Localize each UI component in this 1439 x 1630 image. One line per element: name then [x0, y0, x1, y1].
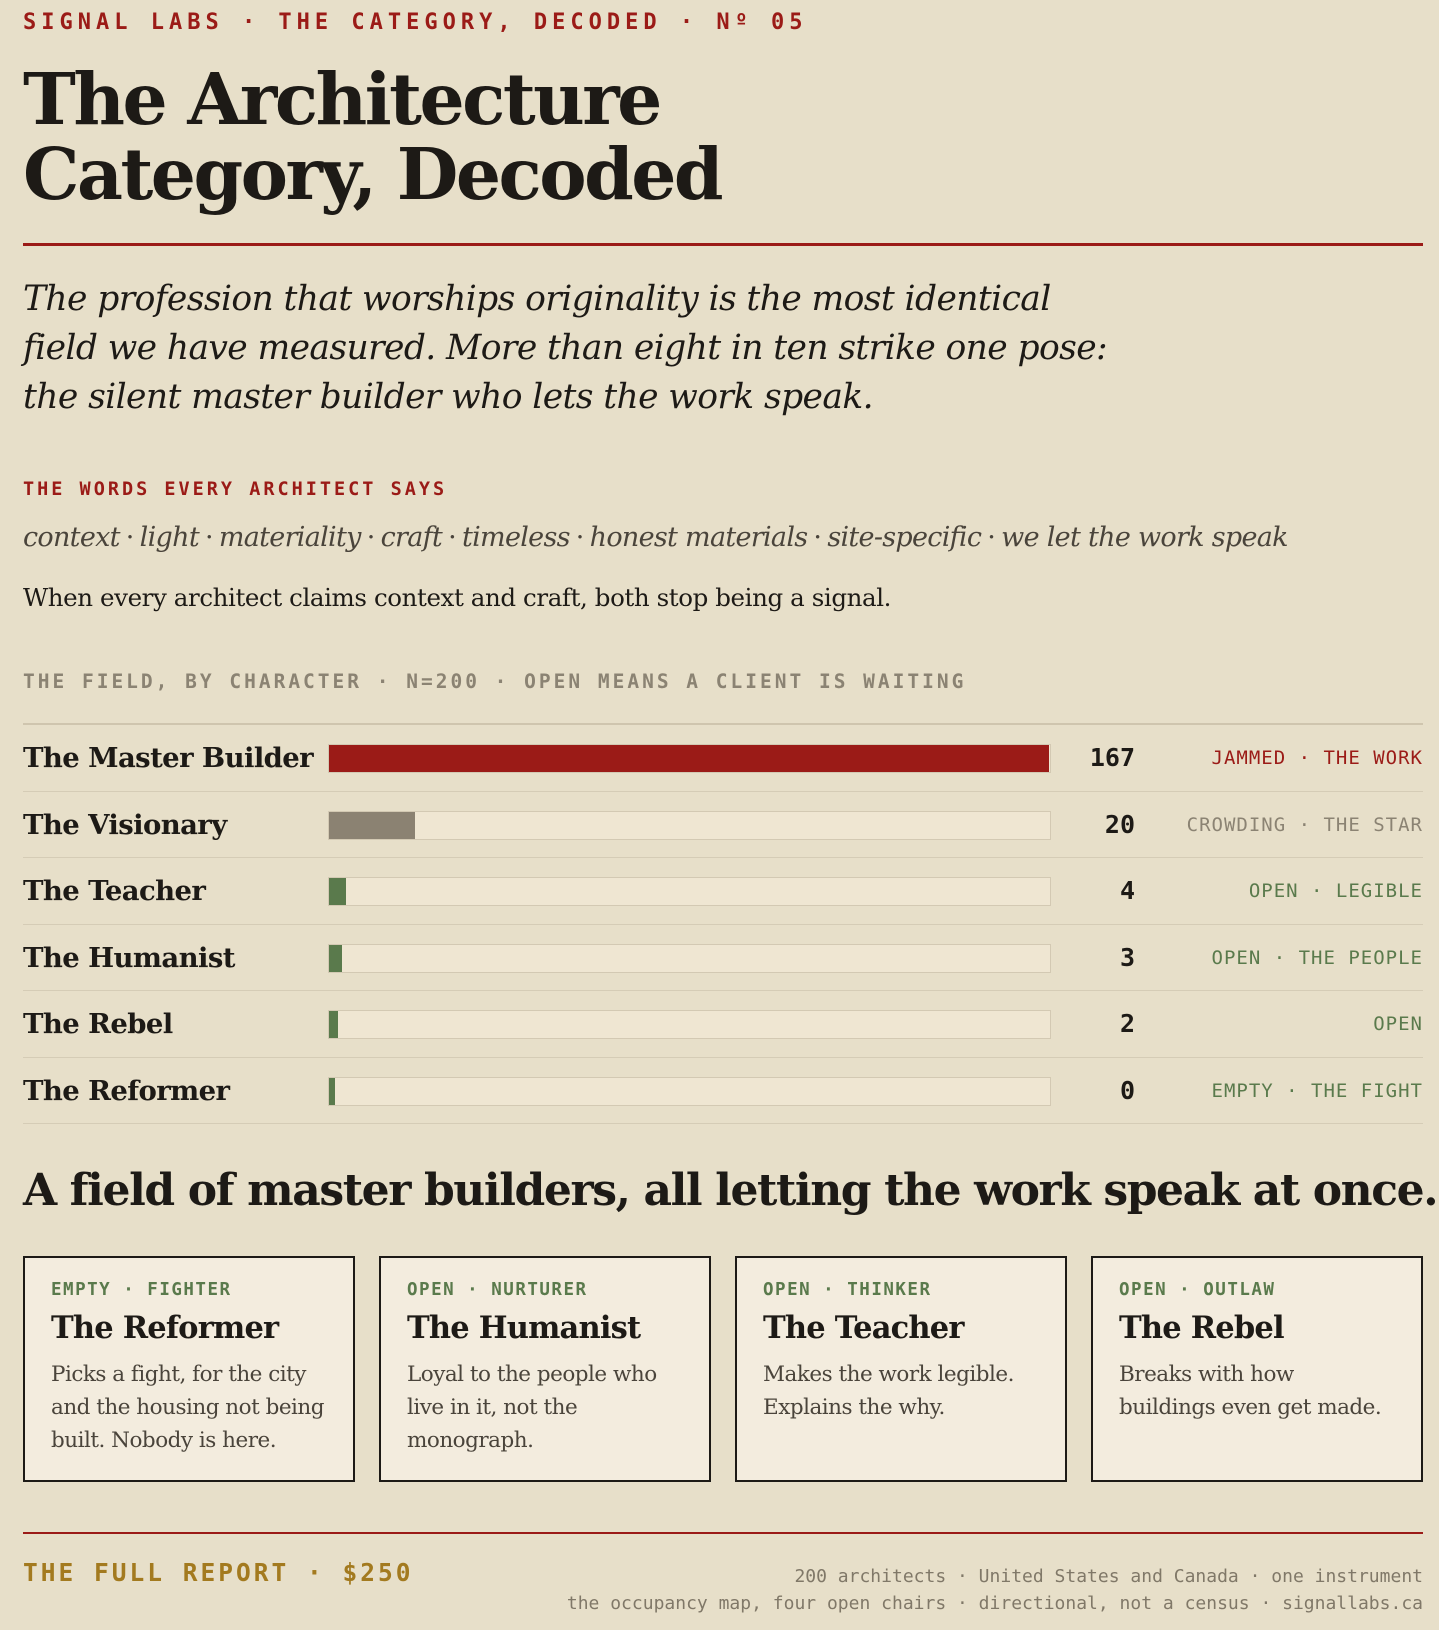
character-card — [379, 1256, 711, 1482]
word-separator: · — [448, 522, 456, 553]
chart-title: THE FIELD, BY CHARACTER · N=200 · OPEN MEANS A CLIENT IS WAITING — [23, 670, 967, 693]
character-card — [1091, 1256, 1423, 1482]
card-body: Makes the work legible. Explains the why. — [763, 1362, 1014, 1420]
card-tag: OPEN · OUTLAW — [1119, 1280, 1276, 1300]
words-section-label: THE WORDS EVERY ARCHITECT SAYS — [23, 479, 448, 500]
category-label: The Humanist — [23, 941, 235, 974]
word-item: materiality — [218, 522, 361, 553]
chart-row — [23, 858, 1423, 925]
chart-row — [23, 1058, 1423, 1125]
bar — [329, 812, 415, 839]
word-item: craft — [380, 522, 443, 553]
status-label: OPEN · LEGIBLE — [1248, 880, 1423, 902]
bar — [329, 1011, 338, 1038]
status-label: OPEN — [1373, 1013, 1423, 1035]
character-card — [23, 1256, 355, 1482]
value-label: 3 — [1119, 942, 1135, 972]
value-label: 20 — [1104, 809, 1135, 839]
card-title: The Rebel — [1119, 1310, 1284, 1346]
category-label: The Visionary — [23, 808, 227, 841]
bar — [329, 1078, 335, 1105]
character-bar-chart — [23, 723, 1423, 1124]
footer-meta — [567, 1563, 1423, 1617]
bar — [329, 945, 342, 972]
category-label: The Teacher — [23, 875, 206, 907]
category-label: The Reformer — [23, 1074, 230, 1107]
bar-track — [328, 944, 1051, 973]
bar-track — [328, 744, 1051, 773]
value-label: 167 — [1089, 743, 1135, 772]
value-label: 0 — [1119, 1075, 1135, 1105]
word-item: light — [139, 522, 199, 553]
words-list — [23, 522, 1288, 553]
words-note: When every architect claims context and craft, both stop being a signal. — [23, 583, 892, 612]
footer-divider — [23, 1532, 1423, 1534]
chart-row — [23, 792, 1423, 859]
word-item: timeless — [461, 522, 570, 553]
status-label: JAMMED · THE WORK — [1211, 747, 1423, 769]
card-body: Breaks with how buildings even get made. — [1119, 1362, 1382, 1420]
bar-track — [328, 877, 1051, 906]
chart-row — [23, 925, 1423, 992]
word-separator: · — [813, 522, 822, 553]
card-tag: EMPTY · FIGHTER — [51, 1280, 232, 1300]
full-report-link[interactable]: THE FULL REPORT · $250 — [23, 1558, 414, 1587]
bar-track — [328, 1077, 1051, 1106]
footer-meta-line-1: 200 architects · United States and Canada · one instrument — [794, 1566, 1423, 1587]
header-divider — [23, 243, 1423, 246]
card-body: Picks a fight, for the city and the housing not being built. Nobody is here. — [51, 1362, 325, 1453]
word-item: site-specific — [827, 522, 982, 553]
page-title — [23, 57, 923, 216]
card-body: Loyal to the people who live in it, not the monograph. — [407, 1362, 657, 1453]
word-separator: · — [125, 522, 134, 553]
chart-row — [23, 725, 1423, 792]
bar — [329, 878, 346, 905]
word-separator: · — [204, 522, 213, 553]
category-label: The Master Builder — [23, 742, 314, 774]
card-title: The Teacher — [763, 1310, 964, 1346]
word-separator: · — [987, 522, 996, 553]
character-card — [735, 1256, 1067, 1482]
value-label: 4 — [1119, 876, 1135, 905]
card-tag: OPEN · NURTURER — [407, 1280, 588, 1300]
lede-line-2: field we have measured. More than eight in ten strike one pose: — [23, 328, 1108, 368]
bar-track — [328, 811, 1051, 840]
card-tag: OPEN · THINKER — [763, 1280, 932, 1300]
kicker: SIGNAL LABS · THE CATEGORY, DECODED · Nº 05 — [23, 10, 808, 35]
category-label: The Rebel — [23, 1008, 173, 1040]
status-label: CROWDING · THE STAR — [1186, 813, 1423, 836]
status-label: OPEN · THE PEOPLE — [1211, 946, 1423, 969]
title-line-2: Category, Decoded — [23, 132, 722, 216]
lede-line-1: The profession that worships originality is the most identical — [23, 279, 1051, 319]
word-item: we let the work speak — [1001, 522, 1288, 553]
word-item: honest materials — [589, 522, 808, 553]
word-separator: · — [366, 522, 375, 553]
card-title: The Reformer — [51, 1310, 279, 1346]
title-line-1: The Architecture — [23, 57, 660, 141]
word-separator: · — [575, 522, 584, 553]
headline: A field of master builders, all letting the work speak at once. — [23, 1165, 1438, 1216]
bar-track — [328, 1010, 1051, 1039]
lede-line-3: the silent master builder who lets the work speak. — [23, 377, 874, 417]
word-item: context — [23, 522, 120, 553]
lede — [23, 275, 1143, 422]
bar — [329, 745, 1049, 772]
value-label: 2 — [1119, 1009, 1135, 1038]
footer-meta-line-2: the occupancy map, four open chairs · directional, not a census · signallabs.ca — [566, 1593, 1423, 1614]
open-chairs-cards — [23, 1256, 1423, 1482]
chart-row — [23, 991, 1423, 1058]
status-label: EMPTY · THE FIGHT — [1211, 1079, 1423, 1102]
card-title: The Humanist — [407, 1310, 641, 1346]
